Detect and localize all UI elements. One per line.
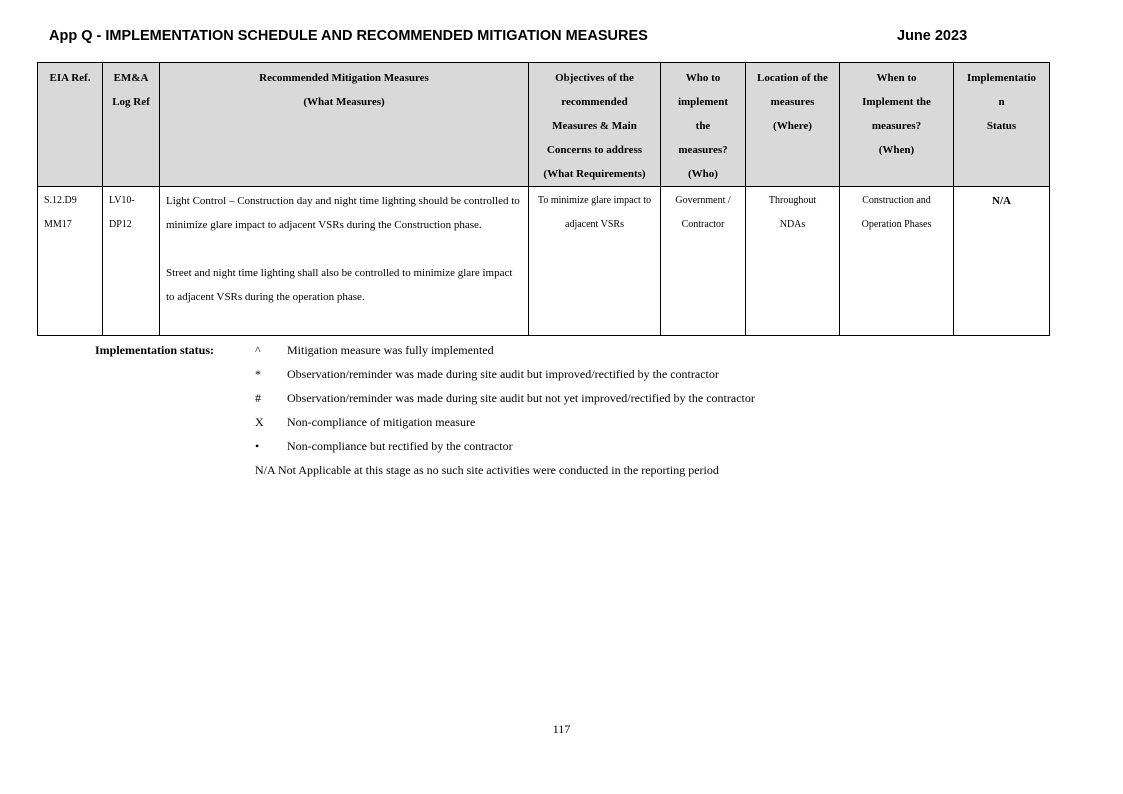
table-row — [38, 187, 1050, 336]
cell-ema-log-ref: LV10- DP12 — [103, 187, 160, 336]
header-eia-ref: EIA Ref. — [38, 63, 103, 187]
cell-status: N/A — [954, 187, 1050, 336]
legend-symbol: # — [255, 391, 261, 405]
header-location: Location of the measures (Where) — [746, 63, 840, 187]
legend-item — [255, 338, 494, 362]
cell-measures — [160, 187, 529, 336]
legend-na-note: N/A Not Applicable at this stage as no such site activities were conducted in the reporting period — [255, 463, 719, 477]
legend-symbol: ^ — [255, 343, 261, 357]
legend-symbol: X — [255, 415, 264, 429]
header-who: Who to implement the measures? (Who) — [661, 63, 746, 187]
legend-item — [255, 362, 719, 386]
cell-who: Government / Contractor — [661, 187, 746, 336]
document-date: June 2023 — [897, 28, 968, 44]
cell-when: Construction and Operation Phases — [840, 187, 954, 336]
header-ema-log-ref: EM&A Log Ref — [103, 63, 160, 187]
page-number: 117 — [552, 722, 571, 736]
implementation-schedule-table — [37, 62, 1050, 336]
header-measures: Recommended Mitigation Measures (What Measures) — [160, 63, 529, 187]
cell-eia-ref: S.12.D9 MM17 — [38, 187, 103, 336]
legend-text: Non-compliance but rectified by the contractor — [287, 439, 513, 453]
legend-text: Observation/reminder was made during site audit but improved/rectified by the contractor — [287, 367, 719, 381]
cell-location: Throughout NDAs — [746, 187, 840, 336]
legend-item — [255, 410, 475, 434]
legend-symbol: • — [255, 439, 260, 453]
header-objectives: Objectives of the recommended Measures & Main Concerns to address (What Requirements) — [529, 63, 661, 187]
legend-label: Implementation status: — [95, 343, 214, 357]
measures-paragraph-operation: Street and night time lighting shall also be controlled to minimize glare impact to adjacent VSRs during the operation phase. — [166, 267, 513, 303]
measures-paragraph-construction: Light Control – Construction day and night time lighting should be controlled to minimize glare impact to adjacent VSRs during the Construction phase. — [166, 195, 520, 231]
table-header-row — [38, 63, 1050, 187]
legend-text: Observation/reminder was made during site audit but not yet improved/rectified by the contractor — [287, 391, 755, 405]
cell-objectives: To minimize glare impact to adjacent VSRs — [529, 187, 661, 336]
legend-symbol: * — [255, 367, 261, 381]
header-status: Implementatio n Status — [954, 63, 1050, 187]
legend-item — [255, 386, 755, 410]
legend-text: Mitigation measure was fully implemented — [287, 343, 494, 357]
header-when: When to Implement the measures? (When) — [840, 63, 954, 187]
legend-item — [255, 434, 513, 458]
document-title: App Q - IMPLEMENTATION SCHEDULE AND RECOMMENDED MITIGATION MEASURES — [49, 28, 648, 44]
legend-text: Non-compliance of mitigation measure — [287, 415, 476, 429]
